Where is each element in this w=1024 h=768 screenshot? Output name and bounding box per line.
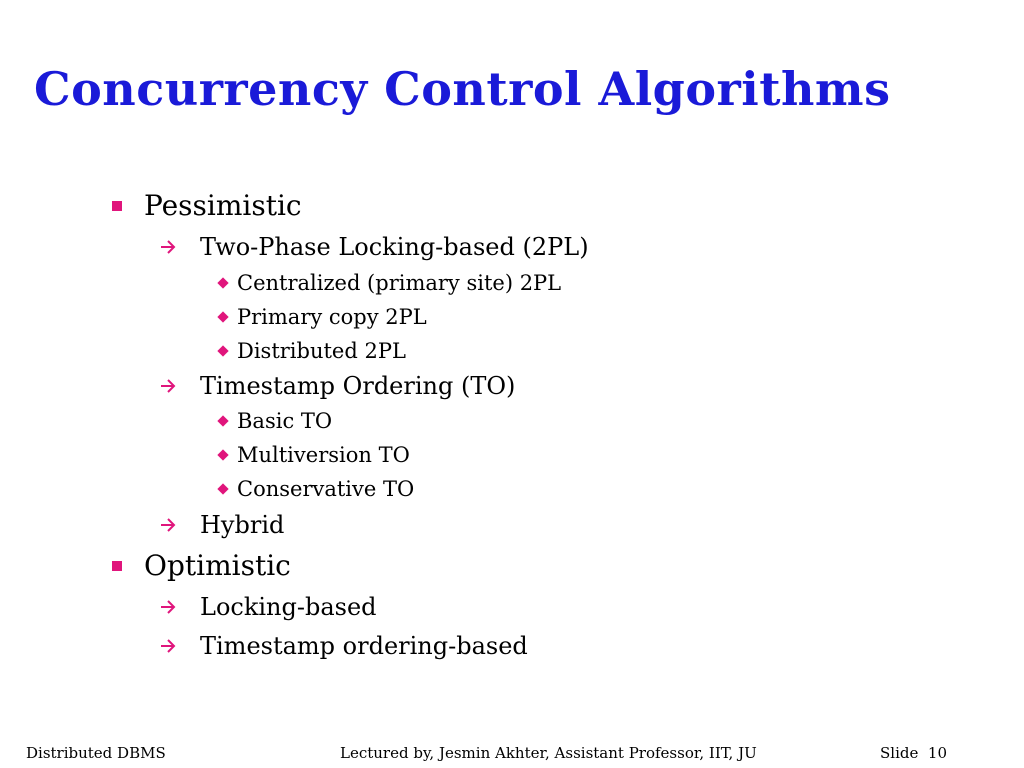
diamond-bullet-icon: [217, 415, 228, 426]
bullet-level2: [160, 593, 377, 621]
bullet-level1: [112, 189, 302, 222]
bullet-level3: [215, 477, 414, 501]
bullet-level1: [112, 549, 291, 582]
bullet-level3: [215, 271, 561, 295]
bullet-level3: [215, 409, 332, 433]
bullet-level3: [215, 305, 427, 329]
bullet-text: Locking-based: [200, 593, 377, 621]
bullet-text: Timestamp ordering-based: [200, 632, 528, 660]
footer-course: Distributed DBMS: [26, 744, 166, 762]
diamond-bullet-icon: [217, 345, 228, 356]
slide-number: 10: [927, 744, 947, 762]
footer-slide-number: [880, 744, 947, 762]
diamond-bullet-icon: [217, 311, 228, 322]
bullet-text: Timestamp Ordering (TO): [200, 372, 516, 400]
bullet-level3: [215, 443, 410, 467]
bullet-level2: [160, 372, 515, 400]
bullet-text: Hybrid: [200, 511, 285, 539]
bullet-text: Distributed 2PL: [237, 339, 406, 363]
square-bullet-icon: [112, 561, 122, 571]
footer-lecturer: Lectured by, Jesmin Akhter, Assistant Professor, IIT, JU: [340, 744, 757, 762]
slide-title: Concurrency Control Algorithms: [34, 62, 891, 116]
diamond-bullet-icon: [217, 449, 228, 460]
arrow-right-icon: [160, 379, 176, 393]
bullet-level2: [160, 233, 589, 261]
diamond-bullet-icon: [217, 277, 228, 288]
bullet-text: Pessimistic: [144, 189, 302, 222]
diamond-bullet-icon: [217, 483, 228, 494]
bullet-text: Basic TO: [237, 409, 333, 433]
bullet-text: Multiversion TO: [237, 443, 410, 467]
bullet-text: Centralized (primary site) 2PL: [237, 271, 562, 295]
bullet-text: Conservative TO: [237, 477, 415, 501]
arrow-right-icon: [160, 600, 176, 614]
bullet-level2: [160, 511, 284, 539]
bullet-text: Optimistic: [144, 549, 291, 582]
square-bullet-icon: [112, 201, 122, 211]
arrow-right-icon: [160, 240, 176, 254]
bullet-text: Primary copy 2PL: [237, 305, 427, 329]
slide-label: Slide: [880, 744, 919, 762]
bullet-level2: [160, 632, 528, 660]
arrow-right-icon: [160, 639, 176, 653]
bullet-text: Two-Phase Locking-based (2PL): [200, 233, 589, 261]
arrow-right-icon: [160, 518, 176, 532]
bullet-level3: [215, 339, 406, 363]
